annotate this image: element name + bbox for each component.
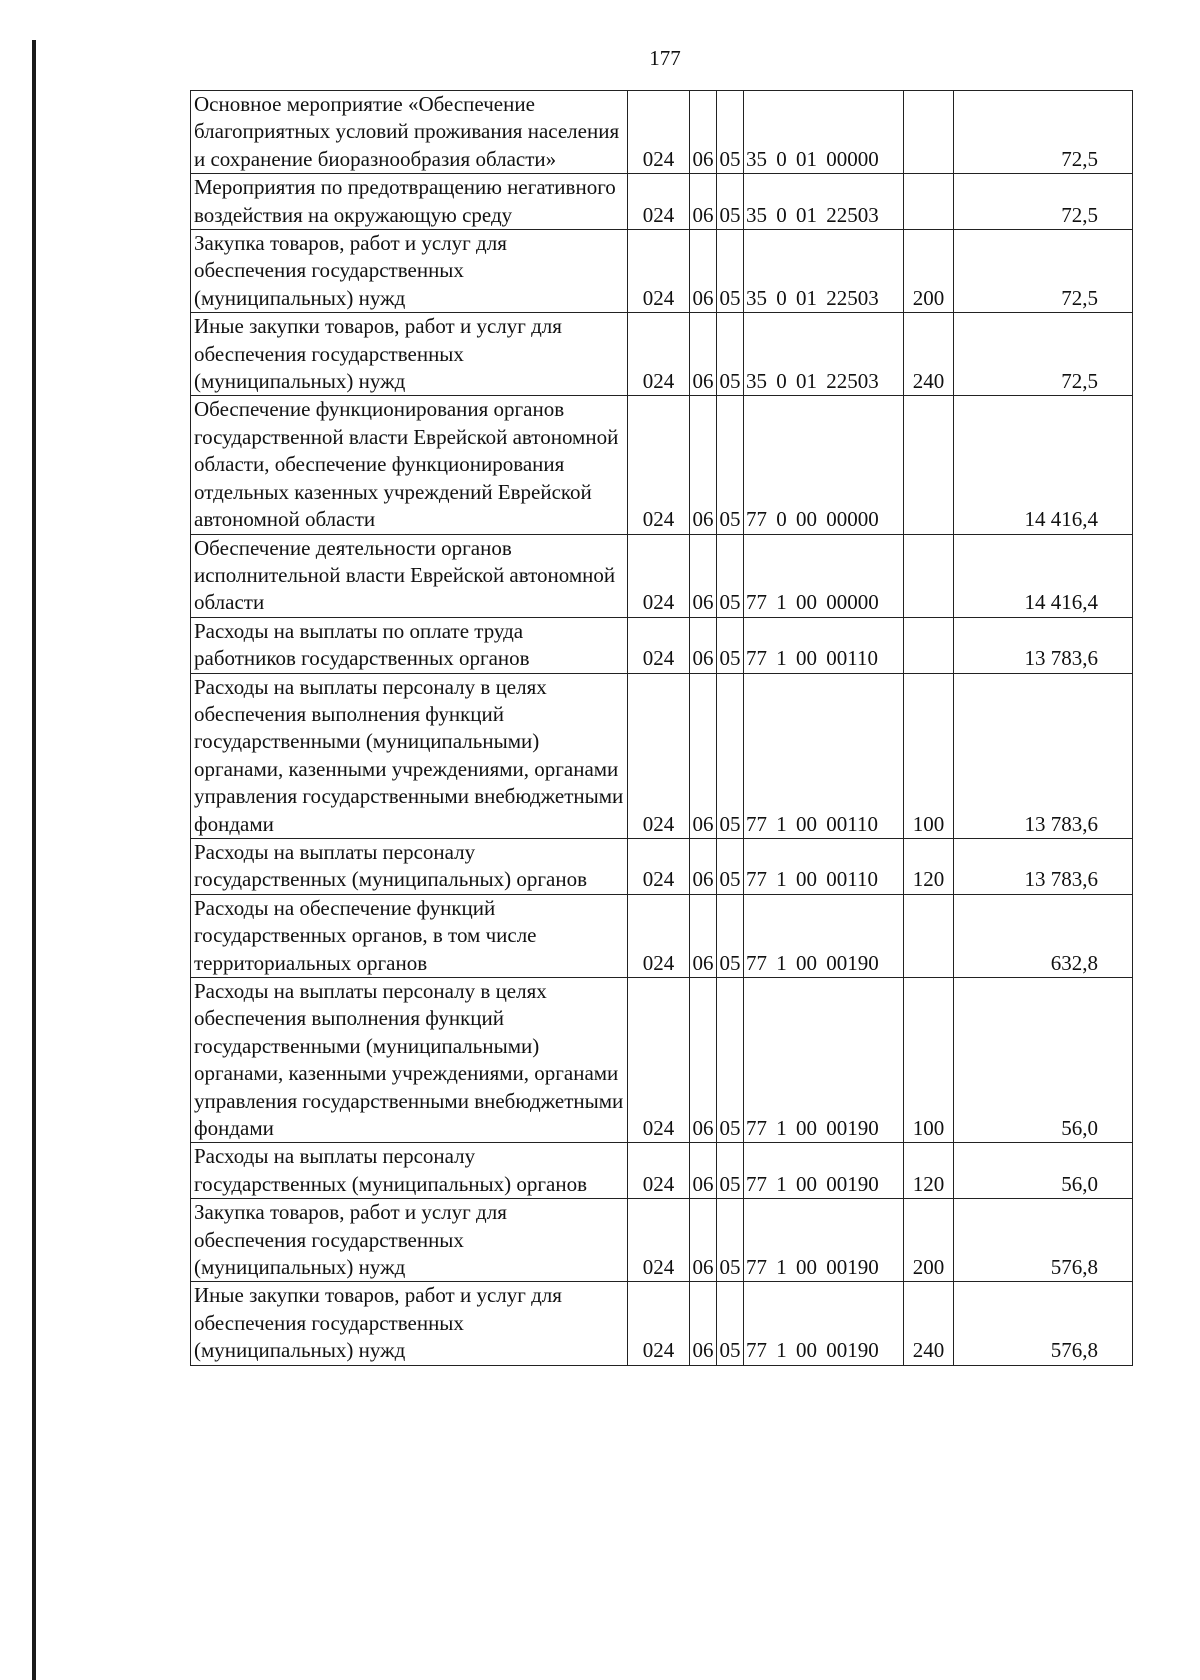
subsection-code-cell: 05 xyxy=(717,174,744,230)
grbs-code-cell: 024 xyxy=(628,396,690,534)
expense-type-code-cell: 120 xyxy=(904,1143,954,1199)
expense-type-code-cell: 240 xyxy=(904,313,954,396)
expense-name-cell: Расходы на выплаты персоналу государственных (муниципальных) органов xyxy=(191,838,628,894)
table-body xyxy=(191,91,1133,1366)
grbs-code-cell: 024 xyxy=(628,230,690,313)
amount-cell: 13 783,6 xyxy=(954,673,1133,838)
expense-type-code-cell xyxy=(904,396,954,534)
section-code-cell: 06 xyxy=(690,1199,717,1282)
expense-name-cell: Расходы на обеспечение функций государственных органов, в том числе территориальных органов xyxy=(191,894,628,977)
table-row xyxy=(191,1143,1133,1199)
expense-type-code-cell: 200 xyxy=(904,230,954,313)
amount-cell: 14 416,4 xyxy=(954,534,1133,617)
grbs-code-cell: 024 xyxy=(628,534,690,617)
table-row xyxy=(191,894,1133,977)
table-row xyxy=(191,673,1133,838)
table-row xyxy=(191,617,1133,673)
expense-type-code-cell xyxy=(904,894,954,977)
subsection-code-cell: 05 xyxy=(717,91,744,174)
target-article-code-cell: 35 0 01 22503 xyxy=(744,313,904,396)
grbs-code-cell: 024 xyxy=(628,1143,690,1199)
subsection-code-cell: 05 xyxy=(717,673,744,838)
target-article-code-cell: 77 1 00 00110 xyxy=(744,617,904,673)
expense-type-code-cell xyxy=(904,617,954,673)
expense-name-cell: Обеспечение функционирования органов государственной власти Еврейской автономной области, обеспечение функционирования отдельных казенных учреждений Еврейской автономной области xyxy=(191,396,628,534)
budget-table xyxy=(190,90,1133,1366)
expense-name-cell: Иные закупки товаров, работ и услуг для обеспечения государственных (муниципальных) нужд xyxy=(191,1282,628,1365)
expense-name-cell: Закупка товаров, работ и услуг для обеспечения государственных (муниципальных) нужд xyxy=(191,1199,628,1282)
subsection-code-cell: 05 xyxy=(717,230,744,313)
expense-name-cell: Основное мероприятие «Обеспечение благоприятных условий проживания населения и сохранение биоразнообразия области» xyxy=(191,91,628,174)
grbs-code-cell: 024 xyxy=(628,174,690,230)
expense-type-code-cell: 120 xyxy=(904,838,954,894)
table-row xyxy=(191,313,1133,396)
table-row xyxy=(191,1199,1133,1282)
expense-type-code-cell: 200 xyxy=(904,1199,954,1282)
expense-name-cell: Мероприятия по предотвращению негативного воздействия на окружающую среду xyxy=(191,174,628,230)
grbs-code-cell: 024 xyxy=(628,1282,690,1365)
grbs-code-cell: 024 xyxy=(628,894,690,977)
subsection-code-cell: 05 xyxy=(717,617,744,673)
expense-name-cell: Обеспечение деятельности органов исполнительной власти Еврейской автономной области xyxy=(191,534,628,617)
grbs-code-cell: 024 xyxy=(628,91,690,174)
grbs-code-cell: 024 xyxy=(628,1199,690,1282)
table-row xyxy=(191,838,1133,894)
grbs-code-cell: 024 xyxy=(628,617,690,673)
expense-name-cell: Закупка товаров, работ и услуг для обеспечения государственных (муниципальных) нужд xyxy=(191,230,628,313)
table-row xyxy=(191,1282,1133,1365)
section-code-cell: 06 xyxy=(690,174,717,230)
expense-type-code-cell xyxy=(904,534,954,617)
target-article-code-cell: 77 1 00 00190 xyxy=(744,1282,904,1365)
amount-cell: 72,5 xyxy=(954,313,1133,396)
target-article-code-cell: 77 1 00 00110 xyxy=(744,838,904,894)
expense-type-code-cell: 240 xyxy=(904,1282,954,1365)
amount-cell: 56,0 xyxy=(954,978,1133,1143)
expense-name-cell: Расходы на выплаты по оплате труда работников государственных органов xyxy=(191,617,628,673)
target-article-code-cell: 35 0 01 22503 xyxy=(744,230,904,313)
target-article-code-cell: 77 1 00 00190 xyxy=(744,1199,904,1282)
amount-cell: 72,5 xyxy=(954,230,1133,313)
amount-cell: 72,5 xyxy=(954,174,1133,230)
section-code-cell: 06 xyxy=(690,978,717,1143)
expense-type-code-cell: 100 xyxy=(904,978,954,1143)
target-article-code-cell: 77 1 00 00110 xyxy=(744,673,904,838)
amount-cell: 576,8 xyxy=(954,1199,1133,1282)
grbs-code-cell: 024 xyxy=(628,673,690,838)
grbs-code-cell: 024 xyxy=(628,838,690,894)
target-article-code-cell: 35 0 01 22503 xyxy=(744,174,904,230)
subsection-code-cell: 05 xyxy=(717,396,744,534)
section-code-cell: 06 xyxy=(690,534,717,617)
subsection-code-cell: 05 xyxy=(717,1143,744,1199)
page-binding-edge xyxy=(32,40,36,1680)
section-code-cell: 06 xyxy=(690,1143,717,1199)
table-row xyxy=(191,174,1133,230)
page-number: 177 xyxy=(649,46,681,70)
amount-cell: 632,8 xyxy=(954,894,1133,977)
expense-type-code-cell xyxy=(904,91,954,174)
section-code-cell: 06 xyxy=(690,313,717,396)
subsection-code-cell: 05 xyxy=(717,894,744,977)
target-article-code-cell: 77 1 00 00000 xyxy=(744,534,904,617)
section-code-cell: 06 xyxy=(690,894,717,977)
expense-name-cell: Расходы на выплаты персоналу в целях обеспечения выполнения функций государственными (муниципальными) органами, казенными учреждениями, органами управления государственными внебюджетными фондами xyxy=(191,978,628,1143)
amount-cell: 13 783,6 xyxy=(954,838,1133,894)
target-article-code-cell: 77 0 00 00000 xyxy=(744,396,904,534)
table-row xyxy=(191,230,1133,313)
table-row xyxy=(191,534,1133,617)
grbs-code-cell: 024 xyxy=(628,978,690,1143)
amount-cell: 576,8 xyxy=(954,1282,1133,1365)
subsection-code-cell: 05 xyxy=(717,1199,744,1282)
section-code-cell: 06 xyxy=(690,230,717,313)
section-code-cell: 06 xyxy=(690,1282,717,1365)
expense-type-code-cell: 100 xyxy=(904,673,954,838)
amount-cell: 13 783,6 xyxy=(954,617,1133,673)
subsection-code-cell: 05 xyxy=(717,1282,744,1365)
target-article-code-cell: 35 0 01 00000 xyxy=(744,91,904,174)
section-code-cell: 06 xyxy=(690,91,717,174)
target-article-code-cell: 77 1 00 00190 xyxy=(744,978,904,1143)
expense-name-cell: Расходы на выплаты персоналу в целях обеспечения выполнения функций государственными (муниципальными) органами, казенными учреждениями, органами управления государственными внебюджетными фондами xyxy=(191,673,628,838)
section-code-cell: 06 xyxy=(690,617,717,673)
amount-cell: 72,5 xyxy=(954,91,1133,174)
subsection-code-cell: 05 xyxy=(717,838,744,894)
subsection-code-cell: 05 xyxy=(717,534,744,617)
amount-cell: 14 416,4 xyxy=(954,396,1133,534)
table-row xyxy=(191,978,1133,1143)
target-article-code-cell: 77 1 00 00190 xyxy=(744,1143,904,1199)
section-code-cell: 06 xyxy=(690,396,717,534)
table-row xyxy=(191,91,1133,174)
amount-cell: 56,0 xyxy=(954,1143,1133,1199)
expense-name-cell: Иные закупки товаров, работ и услуг для обеспечения государственных (муниципальных) нужд xyxy=(191,313,628,396)
table-row xyxy=(191,396,1133,534)
target-article-code-cell: 77 1 00 00190 xyxy=(744,894,904,977)
subsection-code-cell: 05 xyxy=(717,978,744,1143)
section-code-cell: 06 xyxy=(690,673,717,838)
expense-type-code-cell xyxy=(904,174,954,230)
subsection-code-cell: 05 xyxy=(717,313,744,396)
grbs-code-cell: 024 xyxy=(628,313,690,396)
section-code-cell: 06 xyxy=(690,838,717,894)
expense-name-cell: Расходы на выплаты персоналу государственных (муниципальных) органов xyxy=(191,1143,628,1199)
